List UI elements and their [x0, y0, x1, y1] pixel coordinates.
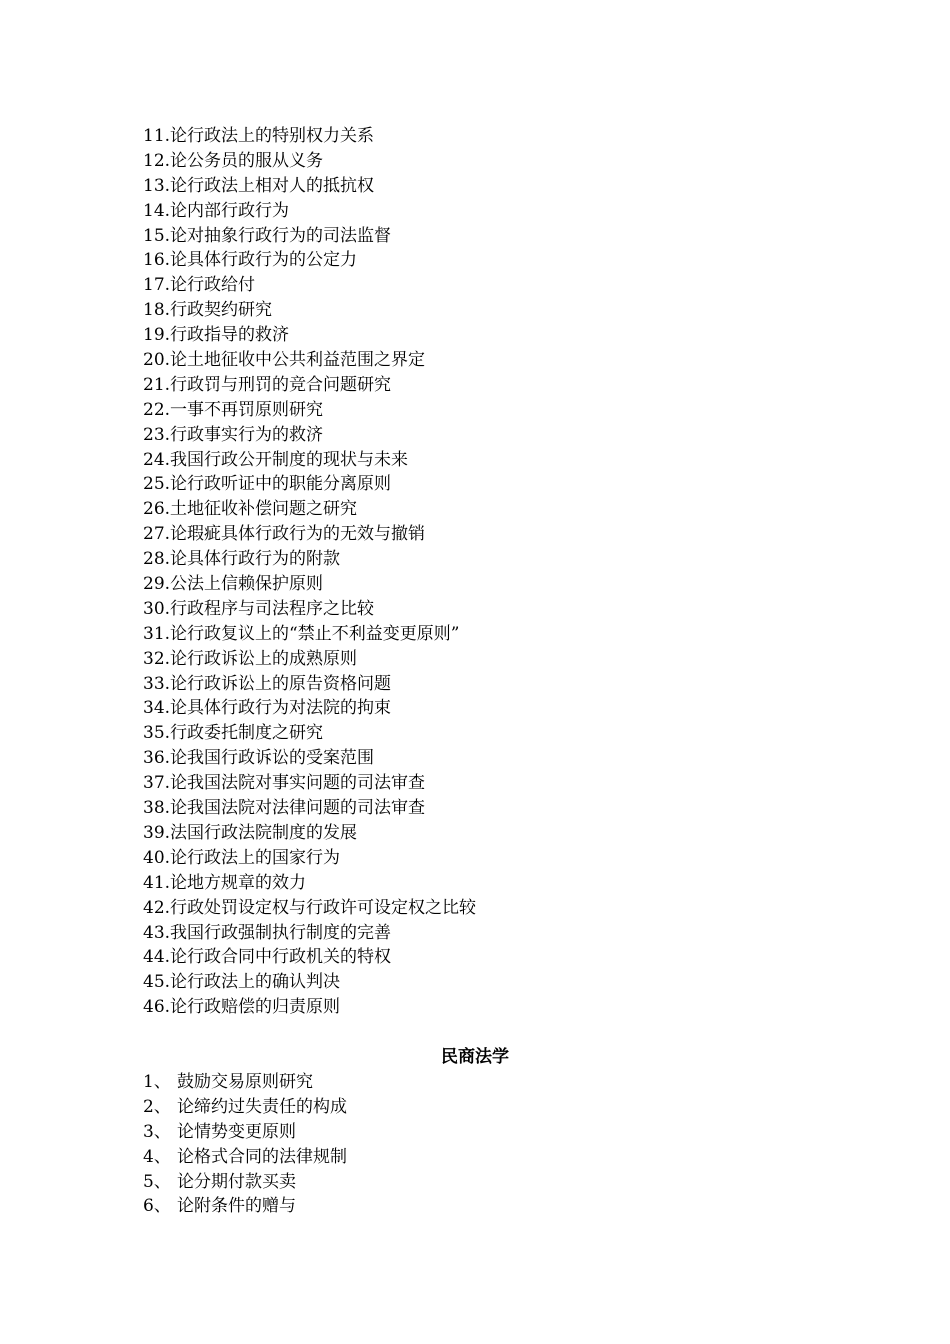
- item-number: 5、: [143, 1171, 171, 1192]
- item-title: 论行政诉讼上的原告资格问题: [170, 673, 392, 694]
- item-number: 37.: [143, 773, 171, 794]
- item-title: 论具体行政行为的公定力: [170, 250, 358, 271]
- item-title: 论分期付款买卖: [177, 1171, 296, 1192]
- item-number: 3、: [143, 1121, 171, 1142]
- item-title: 论我国法院对法律问题的司法审查: [170, 798, 426, 819]
- item-title: 论行政诉讼上的成熟原则: [170, 648, 358, 669]
- item-number: 40.: [143, 847, 171, 868]
- list-item: [143, 273, 476, 298]
- list-item: [143, 846, 476, 871]
- list-item: [143, 1095, 347, 1120]
- list-item: [143, 746, 476, 771]
- item-title: 论行政法上的国家行为: [170, 847, 341, 868]
- item-title: 论土地征收中公共利益范围之界定: [170, 350, 426, 371]
- item-title: 论缔约过失责任的构成: [177, 1096, 347, 1117]
- item-title: 一事不再罚原则研究: [170, 399, 324, 420]
- list-item: [143, 174, 476, 199]
- list-item: [143, 721, 476, 746]
- list-item: [143, 871, 476, 896]
- list-item: [143, 995, 476, 1020]
- item-number: 41.: [143, 872, 171, 893]
- list-item: [143, 896, 476, 921]
- item-number: 29.: [143, 574, 171, 595]
- item-title: 论我国行政诉讼的受案范围: [170, 748, 375, 769]
- item-title: 土地征收补偿问题之研究: [170, 499, 358, 520]
- list-item: [143, 522, 476, 547]
- item-number: 18.: [143, 300, 171, 321]
- item-number: 13.: [143, 175, 171, 196]
- item-number: 21.: [143, 374, 171, 395]
- item-number: 19.: [143, 325, 171, 346]
- list-item: [143, 547, 476, 572]
- list-item: [143, 398, 476, 423]
- list-item: [143, 945, 476, 970]
- item-title: 论行政赔偿的归责原则: [170, 997, 341, 1018]
- list-item: [143, 124, 476, 149]
- item-number: 39.: [143, 822, 171, 843]
- item-title: 论行政法上的确认判决: [170, 972, 341, 993]
- item-title: 论格式合同的法律规制: [177, 1146, 347, 1167]
- list-item: [143, 448, 476, 473]
- item-number: 30.: [143, 598, 171, 619]
- item-number: 34.: [143, 698, 171, 719]
- item-number: 35.: [143, 723, 171, 744]
- item-number: 22.: [143, 399, 171, 420]
- list-item: [143, 199, 476, 224]
- list-item: [143, 796, 476, 821]
- list-item: [143, 149, 476, 174]
- item-title: 论行政听证中的职能分离原则: [170, 474, 392, 495]
- item-number: 17.: [143, 275, 171, 296]
- item-number: 36.: [143, 748, 171, 769]
- list-item: [143, 373, 476, 398]
- item-title: 论内部行政行为: [170, 200, 290, 221]
- item-title: 论附条件的赠与: [177, 1196, 296, 1217]
- item-title: 行政处罚设定权与行政许可设定权之比较: [170, 897, 477, 918]
- item-title: 行政程序与司法程序之比较: [170, 598, 375, 619]
- list-item: [143, 323, 476, 348]
- list-item: [143, 647, 476, 672]
- item-title: 论公务员的服从义务: [170, 150, 324, 171]
- list-item: [143, 771, 476, 796]
- item-title: 论具体行政行为对法院的拘束: [170, 698, 392, 719]
- item-title: 论我国法院对事实问题的司法审查: [170, 773, 426, 794]
- topic-list-administrative-law: [143, 124, 476, 1020]
- item-title: 论行政合同中行政机关的特权: [170, 947, 392, 968]
- list-item: [143, 348, 476, 373]
- item-title: 行政契约研究: [170, 300, 273, 321]
- item-number: 16.: [143, 250, 171, 271]
- list-item: [143, 597, 476, 622]
- item-number: 28.: [143, 549, 171, 570]
- item-title: 行政指导的救济: [170, 325, 290, 346]
- item-number: 32.: [143, 648, 171, 669]
- item-number: 24.: [143, 449, 171, 470]
- list-item: [143, 472, 476, 497]
- item-title: 行政委托制度之研究: [170, 723, 324, 744]
- item-number: 31.: [143, 623, 171, 644]
- list-item: [143, 672, 476, 697]
- item-number: 11.: [143, 126, 171, 146]
- list-item: [143, 1194, 347, 1219]
- item-number: 33.: [143, 673, 171, 694]
- item-title: 论行政法上的特别权力关系: [170, 126, 375, 146]
- item-number: 27.: [143, 524, 171, 545]
- item-title: 论行政法上相对人的抵抗权: [170, 175, 375, 196]
- item-number: 12.: [143, 150, 171, 171]
- item-title: 论对抽象行政行为的司法监督: [170, 225, 392, 246]
- item-number: 46.: [143, 997, 171, 1018]
- list-item: [143, 696, 476, 721]
- list-item: [143, 224, 476, 249]
- item-title: 公法上信赖保护原则: [170, 574, 324, 595]
- list-item: [143, 821, 476, 846]
- item-title: 行政罚与刑罚的竞合问题研究: [170, 374, 392, 395]
- item-number: 6、: [143, 1196, 171, 1217]
- list-item: [143, 1170, 347, 1195]
- item-title: 法国行政法院制度的发展: [170, 822, 358, 843]
- item-number: 38.: [143, 798, 171, 819]
- list-item: [143, 497, 476, 522]
- item-number: 2、: [143, 1096, 171, 1117]
- item-number: 43.: [143, 922, 171, 943]
- item-number: 44.: [143, 947, 171, 968]
- list-item: [143, 423, 476, 448]
- topic-list-civil-commercial-law: [143, 1070, 347, 1219]
- item-number: 26.: [143, 499, 171, 520]
- item-title: 行政事实行为的救济: [170, 424, 324, 445]
- item-number: 23.: [143, 424, 171, 445]
- list-item: [143, 298, 476, 323]
- section-heading: 民商法学: [441, 1047, 509, 1067]
- item-title: 论地方规章的效力: [170, 872, 307, 893]
- item-title: 我国行政公开制度的现状与未来: [170, 449, 409, 470]
- item-number: 45.: [143, 972, 171, 993]
- item-number: 15.: [143, 225, 171, 246]
- item-title: 我国行政强制执行制度的完善: [170, 922, 392, 943]
- item-title: 论行政复议上的“禁止不利益变更原则”: [170, 623, 460, 644]
- item-number: 4、: [143, 1146, 171, 1167]
- item-number: 20.: [143, 350, 171, 371]
- list-item: [143, 970, 476, 995]
- item-title: 论瑕疵具体行政行为的无效与撤销: [170, 524, 426, 545]
- item-number: 42.: [143, 897, 171, 918]
- item-title: 论情势变更原则: [177, 1121, 296, 1142]
- item-title: 论具体行政行为的附款: [170, 549, 341, 570]
- item-number: 1、: [143, 1072, 171, 1092]
- item-number: 14.: [143, 200, 171, 221]
- list-item: [143, 622, 476, 647]
- list-item: [143, 1145, 347, 1170]
- list-item: [143, 572, 476, 597]
- item-title: 论行政给付: [170, 275, 256, 296]
- list-item: [143, 1120, 347, 1145]
- item-title: 鼓励交易原则研究: [177, 1072, 313, 1092]
- list-item: [143, 1070, 347, 1095]
- item-number: 25.: [143, 474, 171, 495]
- list-item: [143, 248, 476, 273]
- list-item: [143, 921, 476, 946]
